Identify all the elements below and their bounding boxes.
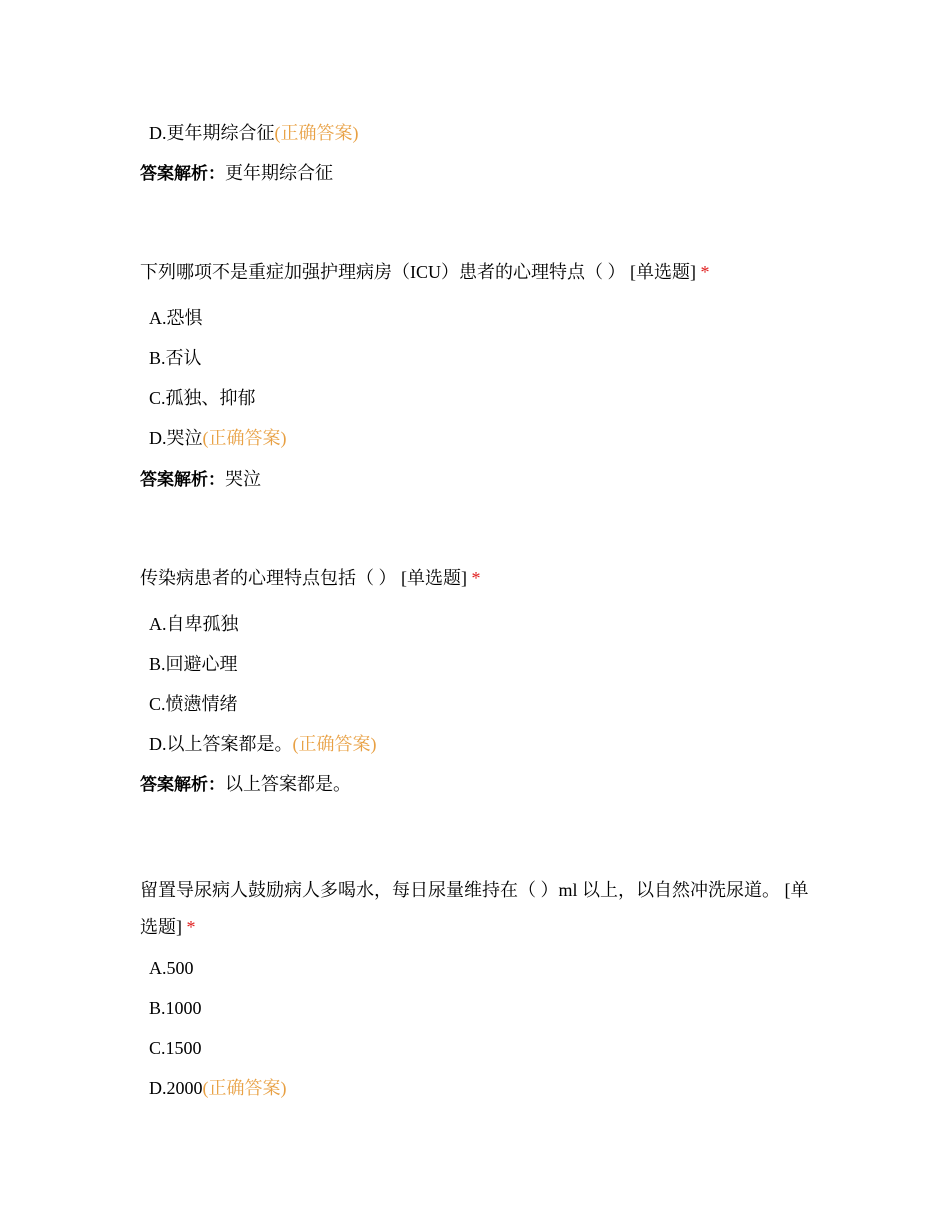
question-2-option-a: [149, 612, 239, 636]
option-text: 哭泣: [166, 428, 203, 448]
question-2-option-c: [149, 692, 238, 716]
required-star: *: [471, 568, 481, 588]
option-letter: A.: [149, 614, 167, 634]
correct-answer-tag: (正确答案): [292, 734, 377, 754]
explanation-text: 哭泣: [225, 469, 261, 489]
correct-answer-tag: (正确答案): [274, 123, 359, 143]
option-letter: B.: [149, 998, 166, 1018]
option-text: 愤懑情绪: [165, 694, 238, 714]
question-3-option-d: [149, 1076, 287, 1100]
question-1-explanation: [140, 467, 261, 492]
prev-option-d: [149, 121, 359, 145]
option-text: 1000: [165, 998, 202, 1018]
option-text: 恐惧: [166, 308, 203, 328]
question-2-option-b: [149, 652, 238, 676]
required-star: *: [186, 917, 196, 937]
option-text: 2000: [166, 1078, 203, 1098]
option-letter: D.: [149, 1078, 167, 1098]
question-text: 下列哪项不是重症加强护理病房（ICU）患者的心理特点（ ）: [140, 262, 626, 282]
question-3-option-a: [149, 956, 194, 980]
prev-explanation: [140, 161, 333, 186]
correct-answer-tag: (正确答案): [202, 428, 287, 448]
option-letter: B.: [149, 348, 166, 368]
option-letter: D.: [149, 428, 167, 448]
question-text: 传染病患者的心理特点包括（ ）: [140, 568, 397, 588]
required-star: *: [700, 262, 710, 282]
option-letter: D.: [149, 123, 167, 143]
option-letter: C.: [149, 1038, 166, 1058]
option-letter: C.: [149, 388, 166, 408]
question-1-title: [140, 260, 710, 284]
option-text: 自卑孤独: [166, 614, 239, 634]
option-text: 否认: [165, 348, 202, 368]
option-letter: C.: [149, 694, 166, 714]
question-type: [单选题]: [140, 880, 809, 937]
question-1-option-b: [149, 346, 202, 370]
option-text: 500: [166, 958, 194, 978]
option-letter: A.: [149, 308, 167, 328]
question-3-option-c: [149, 1036, 202, 1060]
option-text: 1500: [165, 1038, 202, 1058]
option-letter: D.: [149, 734, 167, 754]
explanation-label: 答案解析：: [140, 164, 225, 184]
option-text: 回避心理: [165, 654, 238, 674]
explanation-text: 以上答案都是。: [225, 774, 351, 794]
question-text: 留置导尿病人鼓励病人多喝水，每日尿量维持在（ ）ml 以上，以自然冲洗尿道。: [140, 880, 780, 900]
option-text: 孤独、抑郁: [165, 388, 256, 408]
question-2-title: [140, 566, 481, 590]
option-text: 更年期综合征: [166, 123, 275, 143]
question-3-option-b: [149, 996, 202, 1020]
question-1-option-a: [149, 306, 203, 330]
question-2-option-d: [149, 732, 377, 756]
option-text: 以上答案都是。: [166, 734, 293, 754]
option-letter: B.: [149, 654, 166, 674]
question-1-option-c: [149, 386, 256, 410]
question-3-title: [140, 872, 820, 946]
option-letter: A.: [149, 958, 167, 978]
explanation-text: 更年期综合征: [225, 163, 333, 183]
question-2-explanation: [140, 772, 351, 797]
correct-answer-tag: (正确答案): [202, 1078, 287, 1098]
explanation-label: 答案解析：: [140, 775, 225, 795]
question-1-option-d: [149, 426, 287, 450]
question-type: [单选题]: [401, 568, 467, 588]
question-type: [单选题]: [630, 262, 696, 282]
explanation-label: 答案解析：: [140, 470, 225, 490]
